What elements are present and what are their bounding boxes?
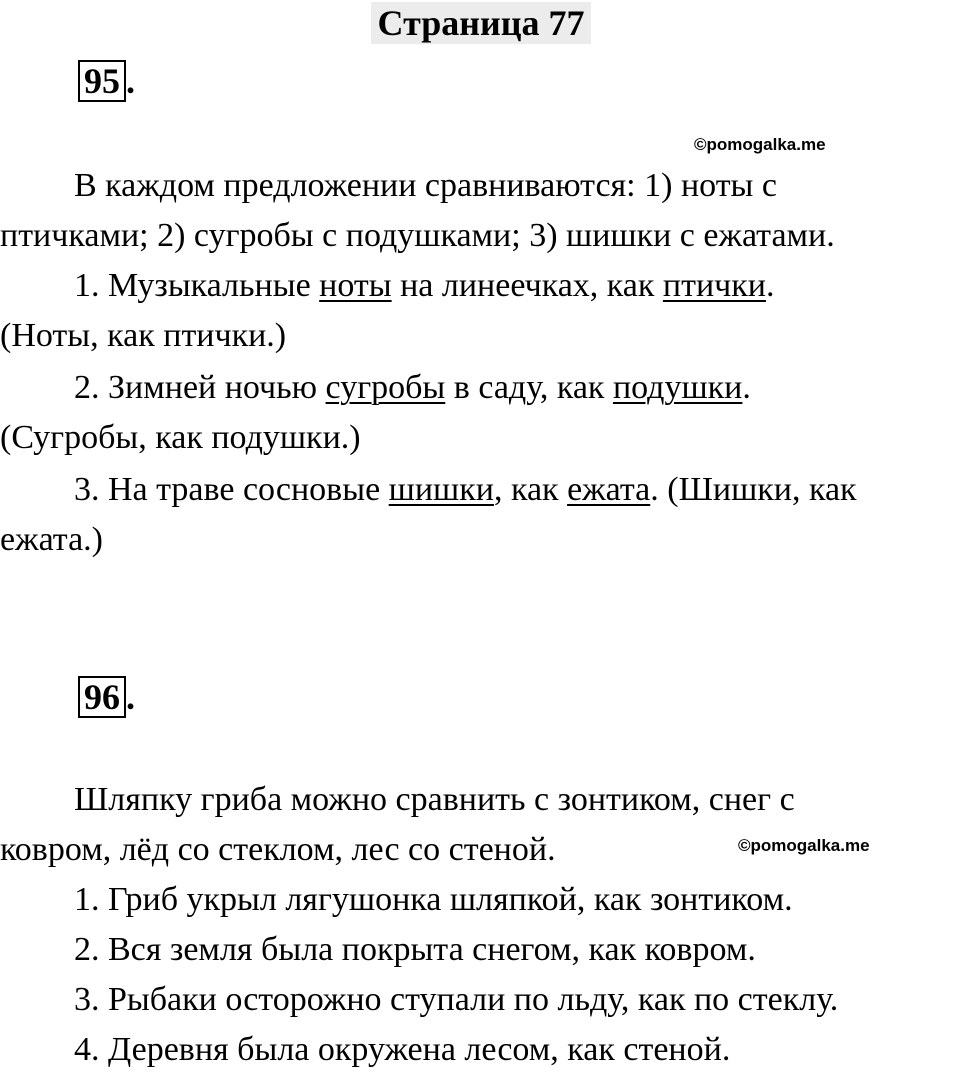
text-fragment: 3. На траве сосновые — [74, 471, 389, 508]
ex96-intro-line-2: ковром, лёд со стеклом, лес со стеной. — [0, 831, 556, 868]
underlined-word: подушки — [612, 369, 743, 406]
text-fragment: в саду, как — [445, 369, 613, 406]
underlined-word: ежата — [567, 471, 651, 508]
ex95-sentence-1-line-2: (Ноты, как птички.) — [0, 317, 287, 354]
underlined-word: шишки — [388, 471, 494, 508]
text-fragment: , как — [493, 471, 568, 508]
ex96-item-2: 2. Вся земля была покрыта снегом, как ковром. — [74, 931, 756, 968]
text-fragment: . (Шишки, как — [650, 471, 857, 508]
ex95-sentence-2 — [74, 368, 751, 408]
exercise-number-96: 96 . — [78, 676, 135, 718]
ex95-sentence-3-line-2: ежата.) — [0, 521, 103, 558]
exercise-number-box: 96 — [78, 676, 126, 718]
ex96-intro-line-1: Шляпку гриба можно сравнить с зонтиком, снег с — [74, 781, 795, 818]
ex95-sentence-3 — [74, 470, 857, 510]
text-fragment: 2. Зимней ночью — [74, 369, 326, 406]
watermark: ©pomogalka.me — [694, 135, 826, 154]
page-title: Страница 77 — [371, 2, 591, 44]
ex95-intro-line-2: птичками; 2) сугробы с подушками; 3) шишки с ежатами. — [0, 217, 835, 254]
ex95-intro-line-1: В каждом предложении сравниваются: 1) ноты с — [74, 167, 777, 204]
text-fragment: на линеечках, как — [391, 267, 663, 304]
ex95-sentence-1 — [74, 266, 774, 306]
underlined-word: ноты — [319, 267, 392, 304]
underlined-word: сугробы — [325, 369, 446, 406]
exercise-number-box: 95 — [78, 60, 126, 102]
exercise-number-95: 95 . — [78, 60, 135, 102]
text-fragment: . — [765, 267, 775, 304]
watermark: ©pomogalka.me — [738, 836, 870, 855]
text-fragment: . — [742, 369, 751, 406]
ex96-item-3: 3. Рыбаки осторожно ступали по льду, как по стеклу. — [74, 981, 839, 1018]
underlined-word: птички — [662, 267, 766, 304]
ex95-sentence-2-line-2: (Сугробы, как подушки.) — [0, 419, 361, 456]
ex96-item-4: 4. Деревня была окружена лесом, как стеной. — [74, 1031, 731, 1068]
ex96-item-1: 1. Гриб укрыл лягушонка шляпкой, как зонтиком. — [74, 881, 793, 918]
text-fragment: 1. Музыкальные — [74, 267, 320, 304]
